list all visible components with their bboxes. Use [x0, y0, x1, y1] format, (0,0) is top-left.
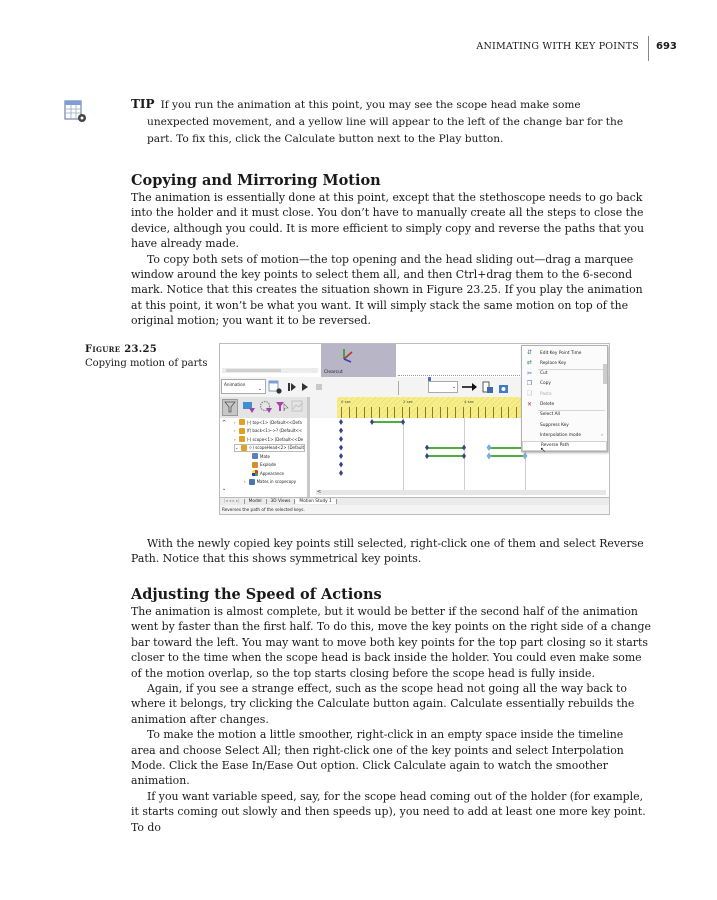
save-animation-icon[interactable] — [482, 381, 494, 394]
gridline-2s — [403, 418, 404, 495]
scrollbar-thumb[interactable] — [226, 369, 281, 372]
paragraph: To copy both sets of motion—the top opening and the head sliding out—drag a marquee window around the key points to select them all, and then Ctrl+drag them to the 6-second mark. Notice that this creates the situation shown in Figure 23.25. If you play the animation at this point, it won’t be what you want. It will simply stack the same motion on top of the original motion; you want it to be reversed. — [131, 252, 643, 328]
part-icon — [239, 436, 245, 442]
paragraph: The animation is almost complete, but it would be better if the second half of the animation went by faster than the first half. To do this, move the key points on the right side of a change bar toward the left. You may want to move both key points for the top part closing so it starts closer to the time when the scope head is back inside the holder. You could even make some of the motion overlap, so the top starts closing before the scope head is fully inside. — [131, 605, 651, 680]
move-icon — [252, 453, 258, 459]
time-label-2: 2 sec — [403, 399, 414, 404]
menu-item-label: Delete — [540, 402, 555, 408]
calculate-icon[interactable] — [268, 380, 282, 394]
ruler-tick — [341, 407, 342, 418]
expand-icon[interactable]: ⌄ — [222, 486, 227, 492]
ruler-tick — [463, 407, 464, 418]
filter-driving-icon[interactable] — [242, 400, 256, 414]
status-bar: Reverses the path of the selected keys. — [220, 505, 609, 514]
figure-number: Figure 23.25 — [85, 344, 158, 355]
menu-item-suppress-key[interactable] — [522, 420, 607, 430]
ruler-tick — [417, 407, 418, 418]
tree-item[interactable]: › Mates in scopecopy — [244, 479, 297, 485]
ruler-tick — [387, 407, 388, 418]
bottom-tab-bar — [220, 497, 609, 505]
replace-key-icon: ⇄ — [526, 359, 533, 367]
ruler-tick — [356, 407, 357, 418]
motion-manager-tree — [220, 418, 307, 497]
menu-item-label: Cut — [540, 371, 548, 377]
tab-nav-arrows[interactable]: |◂ ◂ ▸ ▸| — [220, 499, 245, 504]
vertical-scrollbar[interactable] — [603, 364, 607, 384]
figure-caption: Copying motion of parts — [85, 358, 208, 369]
study-type-value: Animation — [224, 382, 246, 387]
copy-icon: ❐ — [526, 379, 533, 387]
tree-item[interactable]: Appearance — [252, 469, 284, 478]
change-bar[interactable] — [489, 455, 525, 457]
delete-icon: ✕ — [526, 400, 533, 408]
post-figure-text — [131, 536, 651, 567]
edit-time-icon: ⇵ — [526, 349, 533, 356]
table-gear-icon — [64, 100, 88, 124]
ruler-tick — [402, 407, 403, 418]
study-type-select[interactable] — [221, 379, 266, 394]
stop-icon[interactable] — [316, 384, 322, 390]
ruler-tick — [432, 407, 433, 418]
ruler-tick — [379, 407, 380, 418]
paste-icon: ❏ — [526, 390, 533, 398]
part-icon — [239, 419, 245, 425]
tip-label: TIP — [131, 97, 155, 111]
paragraph: If you want variable speed, say, for the scope head coming out of the holder (for example, it starts coming out slowly and then speeds up), you need to add at least one more key point. To do — [131, 789, 646, 834]
tab-motion-study-1[interactable]: Motion Study 1 — [295, 499, 336, 504]
time-label-0: 0 sec — [341, 399, 352, 404]
paragraph: The animation is essentially done at this point, except that the stethoscope needs to go back into the holder and it must close. You don’t have to manually create all the steps to close the device, although you could. It is more efficient to simply copy and reverse the paths that you have already made. — [131, 191, 644, 251]
ruler-tick — [516, 407, 517, 418]
part-icon — [241, 445, 247, 451]
page-number: 693 — [656, 41, 677, 52]
ruler-tick — [364, 407, 365, 418]
section2-body — [131, 604, 651, 835]
autokey-arrow-icon[interactable] — [462, 383, 478, 391]
header-divider — [648, 36, 649, 61]
paragraph: With the newly copied key points still selected, right-click one of them and select Reverse Path. Notice that this shows symmetrical key points. — [131, 537, 644, 566]
cut-icon: ✂ — [526, 369, 533, 377]
motion-study-screenshot — [219, 343, 610, 515]
mouse-cursor-icon: ↖ — [540, 446, 546, 454]
results-plot-icon[interactable] — [291, 400, 305, 414]
ruler-tick — [409, 407, 410, 418]
funnel-icon — [223, 400, 237, 414]
tip-box — [131, 96, 631, 149]
submenu-arrow-icon: › — [601, 432, 603, 438]
filter-results-icon[interactable] — [275, 400, 289, 414]
explode-icon — [252, 462, 258, 468]
menu-item-label: Reverse Path — [541, 443, 570, 449]
tree-item[interactable]: ⌄ (-) scopeHead<2> (Default — [235, 445, 305, 451]
play-icon[interactable] — [300, 382, 310, 392]
ruler-tick — [478, 407, 479, 418]
tree-item[interactable]: › (-) top<1> (Default<<Defa — [234, 419, 302, 425]
time-label-4: 4 sec — [464, 399, 475, 404]
tab-model[interactable]: Model — [245, 499, 267, 504]
collapse-icon[interactable]: ^ — [222, 420, 227, 426]
dotted-divider — [398, 375, 528, 376]
ruler-tick — [394, 407, 395, 418]
viewport-label: Clearcut — [324, 370, 343, 375]
menu-item-delete[interactable] — [522, 400, 607, 410]
filter-animated-button[interactable] — [222, 399, 238, 416]
scroll-left-icon[interactable]: < — [317, 489, 322, 495]
ruler-tick — [455, 407, 456, 418]
context-menu — [521, 345, 608, 452]
menu-item-cut[interactable] — [522, 369, 607, 379]
section-heading-copying: Copying and Mirroring Motion — [131, 172, 381, 189]
ruler-tick — [440, 407, 441, 418]
new-study-icon[interactable] — [498, 381, 510, 394]
menu-item-label: Paste — [540, 391, 552, 397]
tab-3d-views[interactable]: 3D Views — [267, 499, 296, 504]
ruler-tick — [447, 407, 448, 418]
running-header-title: ANIMATING WITH KEY POINTS — [476, 41, 639, 52]
tree-item[interactable]: Mate — [252, 452, 270, 461]
change-bar[interactable] — [427, 455, 464, 457]
change-bar[interactable] — [489, 447, 525, 449]
triad-axes-icon — [338, 347, 354, 363]
ruler-tick — [470, 407, 471, 418]
filter-selected-icon[interactable] — [259, 400, 273, 414]
section-heading-adjusting-speed: Adjusting the Speed of Actions — [131, 586, 382, 603]
ruler-tick — [508, 407, 509, 418]
chevron-down-icon: ⌄ — [257, 386, 262, 392]
menu-item-select-all[interactable] — [522, 410, 607, 420]
ruler-tick — [425, 407, 426, 418]
appearance-icon — [252, 470, 258, 476]
figure-label — [85, 343, 208, 371]
change-bar[interactable] — [372, 421, 403, 423]
menu-item-label: Replace Key — [540, 360, 567, 366]
section1-body — [131, 190, 651, 329]
chevron-down-icon[interactable]: ⌄ — [452, 384, 457, 390]
toolbar-separator — [398, 381, 399, 395]
menu-item-paste[interactable] — [522, 389, 607, 399]
ruler-tick — [349, 407, 350, 418]
menu-item-reverse-path[interactable] — [522, 441, 607, 451]
tree-item[interactable]: Explode — [252, 461, 276, 470]
mates-icon — [249, 479, 255, 485]
play-from-start-icon[interactable] — [287, 382, 297, 392]
tip-text: If you run the animation at this point, you may see the scope head make some unexpected movement, and a yellow line will appear to the left of the change bar for the part. To fix this, click the Calculate button next to the Play button. — [147, 99, 624, 146]
paragraph: Again, if you see a strange effect, such as the scope head not going all the way back to where it belongs, try clicking the Calculate button again. Calculate essentially rebuilds the animation after changes. — [131, 682, 635, 726]
ruler-tick — [371, 407, 372, 418]
menu-item-edit-key-point-time[interactable] — [522, 348, 607, 358]
menu-item-label: Interpolation mode — [540, 432, 582, 438]
ruler-tick — [485, 407, 486, 418]
ruler-tick — [501, 407, 502, 418]
part-icon — [239, 428, 245, 434]
menu-item-replace-key[interactable] — [522, 358, 607, 368]
change-bar[interactable] — [427, 447, 464, 449]
tree-item[interactable]: › (f) back<1>->? (Default<< — [234, 428, 303, 434]
menu-item-label: Edit Key Point Time — [540, 350, 582, 356]
menu-item-interpolation-mode[interactable] — [522, 430, 607, 440]
menu-item-copy[interactable] — [522, 379, 607, 389]
menu-item-label: Copy — [540, 381, 551, 387]
paragraph: To make the motion a little smoother, right-click in an empty space inside the timeline area and choose Select All; then right-click one of the key points and select Interpolation Mode. Click the Ease In/Ease Out option. Click Calculate again to watch the smoother animation. — [131, 728, 624, 788]
ruler-tick — [493, 407, 494, 418]
menu-item-label: Suppress Key — [540, 422, 569, 428]
menu-item-label: Select All — [540, 412, 560, 418]
tree-item[interactable]: › (-) scope<1> (Default<<De — [234, 436, 304, 442]
timeline-scrollbar[interactable] — [316, 490, 606, 495]
